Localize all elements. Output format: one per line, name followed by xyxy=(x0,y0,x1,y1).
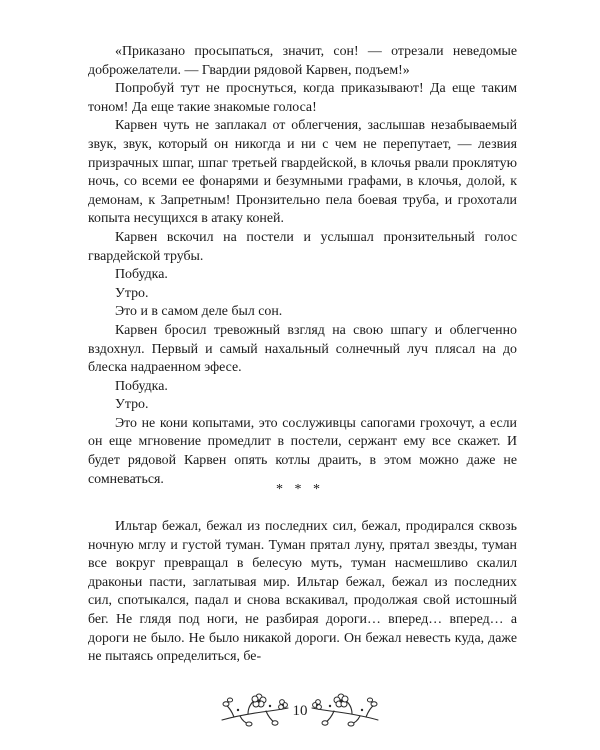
page-number: 10 xyxy=(292,703,308,719)
section-2-text xyxy=(88,518,517,667)
paragraph: Карвен чуть не заплакал от облегчения, заслышав незабываемый звук, звук, который он никогда и ни с чем не перепутает, — лезвия призрачных шпаг, шпаг третьей гвардейской, в клочья рвали проклятую ночь, со всеми ее фонарями и безумными графами, в клочья, долой, к демонам, к Запретным! Пронзительно пела боевая труба, и грохотали копыта несущихся в атаку коней. xyxy=(88,118,517,227)
paragraph: Утро. xyxy=(115,285,149,301)
page-footer xyxy=(0,690,600,730)
section-divider: * * * xyxy=(276,482,324,497)
paragraph: Ильтар бежал, бежал из последних сил, бежал, продирался сквозь ночную мглу и густой туман. Туман прятал луну, прятал звезды, туман все вокруг превращал в белесую муть, туман насмешливо скалил драконьи пасти, заглатывая мир. Ильтар бежал, бежал из последних сил, спотыкался, падал и снова вскакивал, продолжая свой истошный бег. Не глядя под ноги, не разбирая дороги… вперед… вперед… а дороги не было. Не было никакой дороги. Он бежал невесть куда, даже не пытаясь определиться, бе- xyxy=(88,519,517,665)
paragraph: Карвен вскочил на постели и услышал пронзительный голос гвардейской трубы. xyxy=(88,229,517,264)
floral-branch-icon xyxy=(308,690,382,730)
paragraph: Утро. xyxy=(115,397,149,413)
paragraph: Побудка. xyxy=(115,267,168,283)
section-1-text xyxy=(88,43,517,489)
paragraph: Это не кони копытами, это сослуживцы сапогами грохочут, а если он еще мгновение промедлит в постели, сержант ему все скажет. И будет рядовой Карвен опять котлы драить, в этом можно даже не сомневаться. xyxy=(88,415,517,487)
paragraph: «Приказано просыпаться, значит, сон! — отрезали неведомые доброжелатели. — Гвардии рядовой Карвен, подъем!» xyxy=(88,44,517,78)
paragraph: Это и в самом деле был сон. xyxy=(115,304,283,320)
paragraph: Побудка. xyxy=(115,378,168,394)
paragraph: Карвен бросил тревожный взгляд на свою шпагу и облегченно вздохнул. Первый и самый нахальный солнечный луч плясал на до блеска надраенном эфесе. xyxy=(88,322,517,376)
paragraph: Попробуй тут не проснуться, когда приказывают! Да еще таким тоном! Да еще такие знакомые голоса! xyxy=(88,81,517,115)
